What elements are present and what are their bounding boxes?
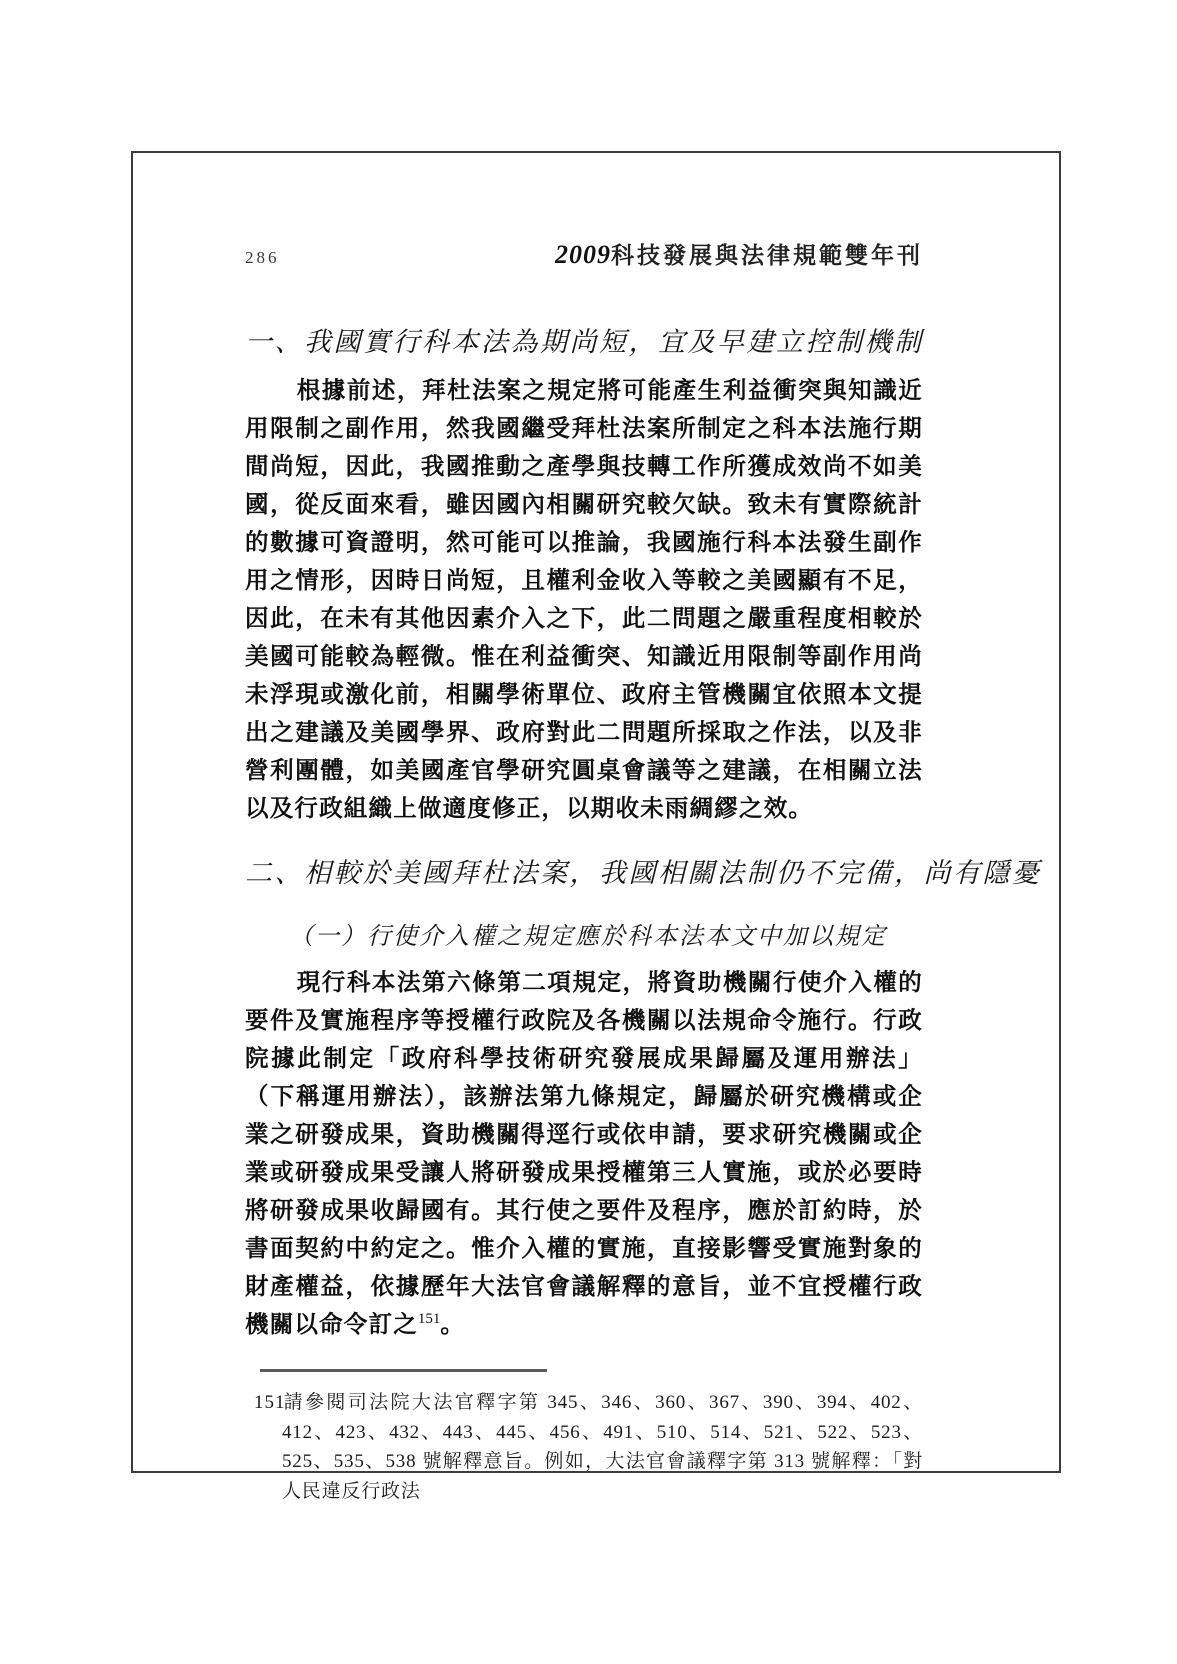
journal-name: 科技發展與法律規範雙年刊	[611, 243, 923, 268]
section-1-paragraph: 根據前述，拜杜法案之規定將可能產生利益衝突與知識近用限制之副作用，然我國繼受拜杜法案所制定之科本法施行期間尚短，因此，我國推動之產學與技轉工作所獲成效尚不如美國，從反面來看，雖因國內相關研究較欠缺。致未有實際統計的數據可資證明，然可能可以推論，我國施行科本法發生副作用之情形，因時日尚短，且權利金收入等較之美國顯有不足，因此，在未有其他因素介入之下，此二問題之嚴重程度相較於美國可能較為輕微。惟在利益衝突、知識近用限制等副作用尚未浮現或激化前，相關學術單位、政府主管機關宜依照本文提出之建議及美國學界、政府對此二問題所採取之作法，以及非營利團體，如美國產官學研究圓桌會議等之建議，在相關立法以及行政組織上做適度修正，以期收未雨綢繆之效。	[245, 377, 923, 821]
section-2-subheading: （一）行使介入權之規定應於科本法本文中加以規定	[289, 924, 887, 950]
footnote-reference-marker: 151	[417, 1311, 441, 1328]
journal-year: 2009	[555, 240, 611, 269]
running-header	[245, 237, 923, 270]
section-2-paragraph-main: 現行科本法第六條第二項規定，將資助機關行使介入權的要件及實施程序等授權行政院及各機關以法規命令施行。行政院據此制定「政府科學技術研究發展成果歸屬及運用辦法」（下稱運用辦法），該辦法第九條規定，歸屬於研究機構或企業之研發成果，資助機關得逕行或依申請，要求研究機關或企業或研發成果受讓人將研發成果授權第三人實施，或於必要時將研發成果收歸國有。其行使之要件及程序，應於訂約時，於書面契約中約定之。惟介入權的實施，直接影響受實施對象的財產權益，依據歷年大法官會議解釋的意旨，並不宜授權行政機關以命令訂之	[245, 969, 923, 1337]
page-content	[133, 153, 1059, 1506]
footnote-separator-rule	[260, 1369, 547, 1372]
section-2-paragraph	[245, 963, 923, 1343]
page-border-frame	[131, 151, 1061, 1502]
section-1-heading: 一、我國實行科本法為期尚短，宜及早建立控制機制	[245, 327, 924, 357]
footnote-number: 151	[254, 1392, 286, 1413]
section-2-paragraph-tail: 。	[440, 1311, 466, 1337]
footnote-text: 請參閱司法院大法官釋字第 345、346、360、367、390、394、402、412、423、432、443、445、456、491、510、514、521、522、523、525、535、538 號解釋意旨。例如，大法官會議釋字第 313 號解釋：「對人民違反行政法	[282, 1392, 923, 1502]
page-number: 286	[245, 248, 280, 267]
section-2-heading: 二、相較於美國拜杜法案，我國相關法制仍不完備，尚有隱憂	[245, 858, 1042, 888]
journal-title	[555, 237, 923, 270]
footnote	[245, 1388, 923, 1506]
